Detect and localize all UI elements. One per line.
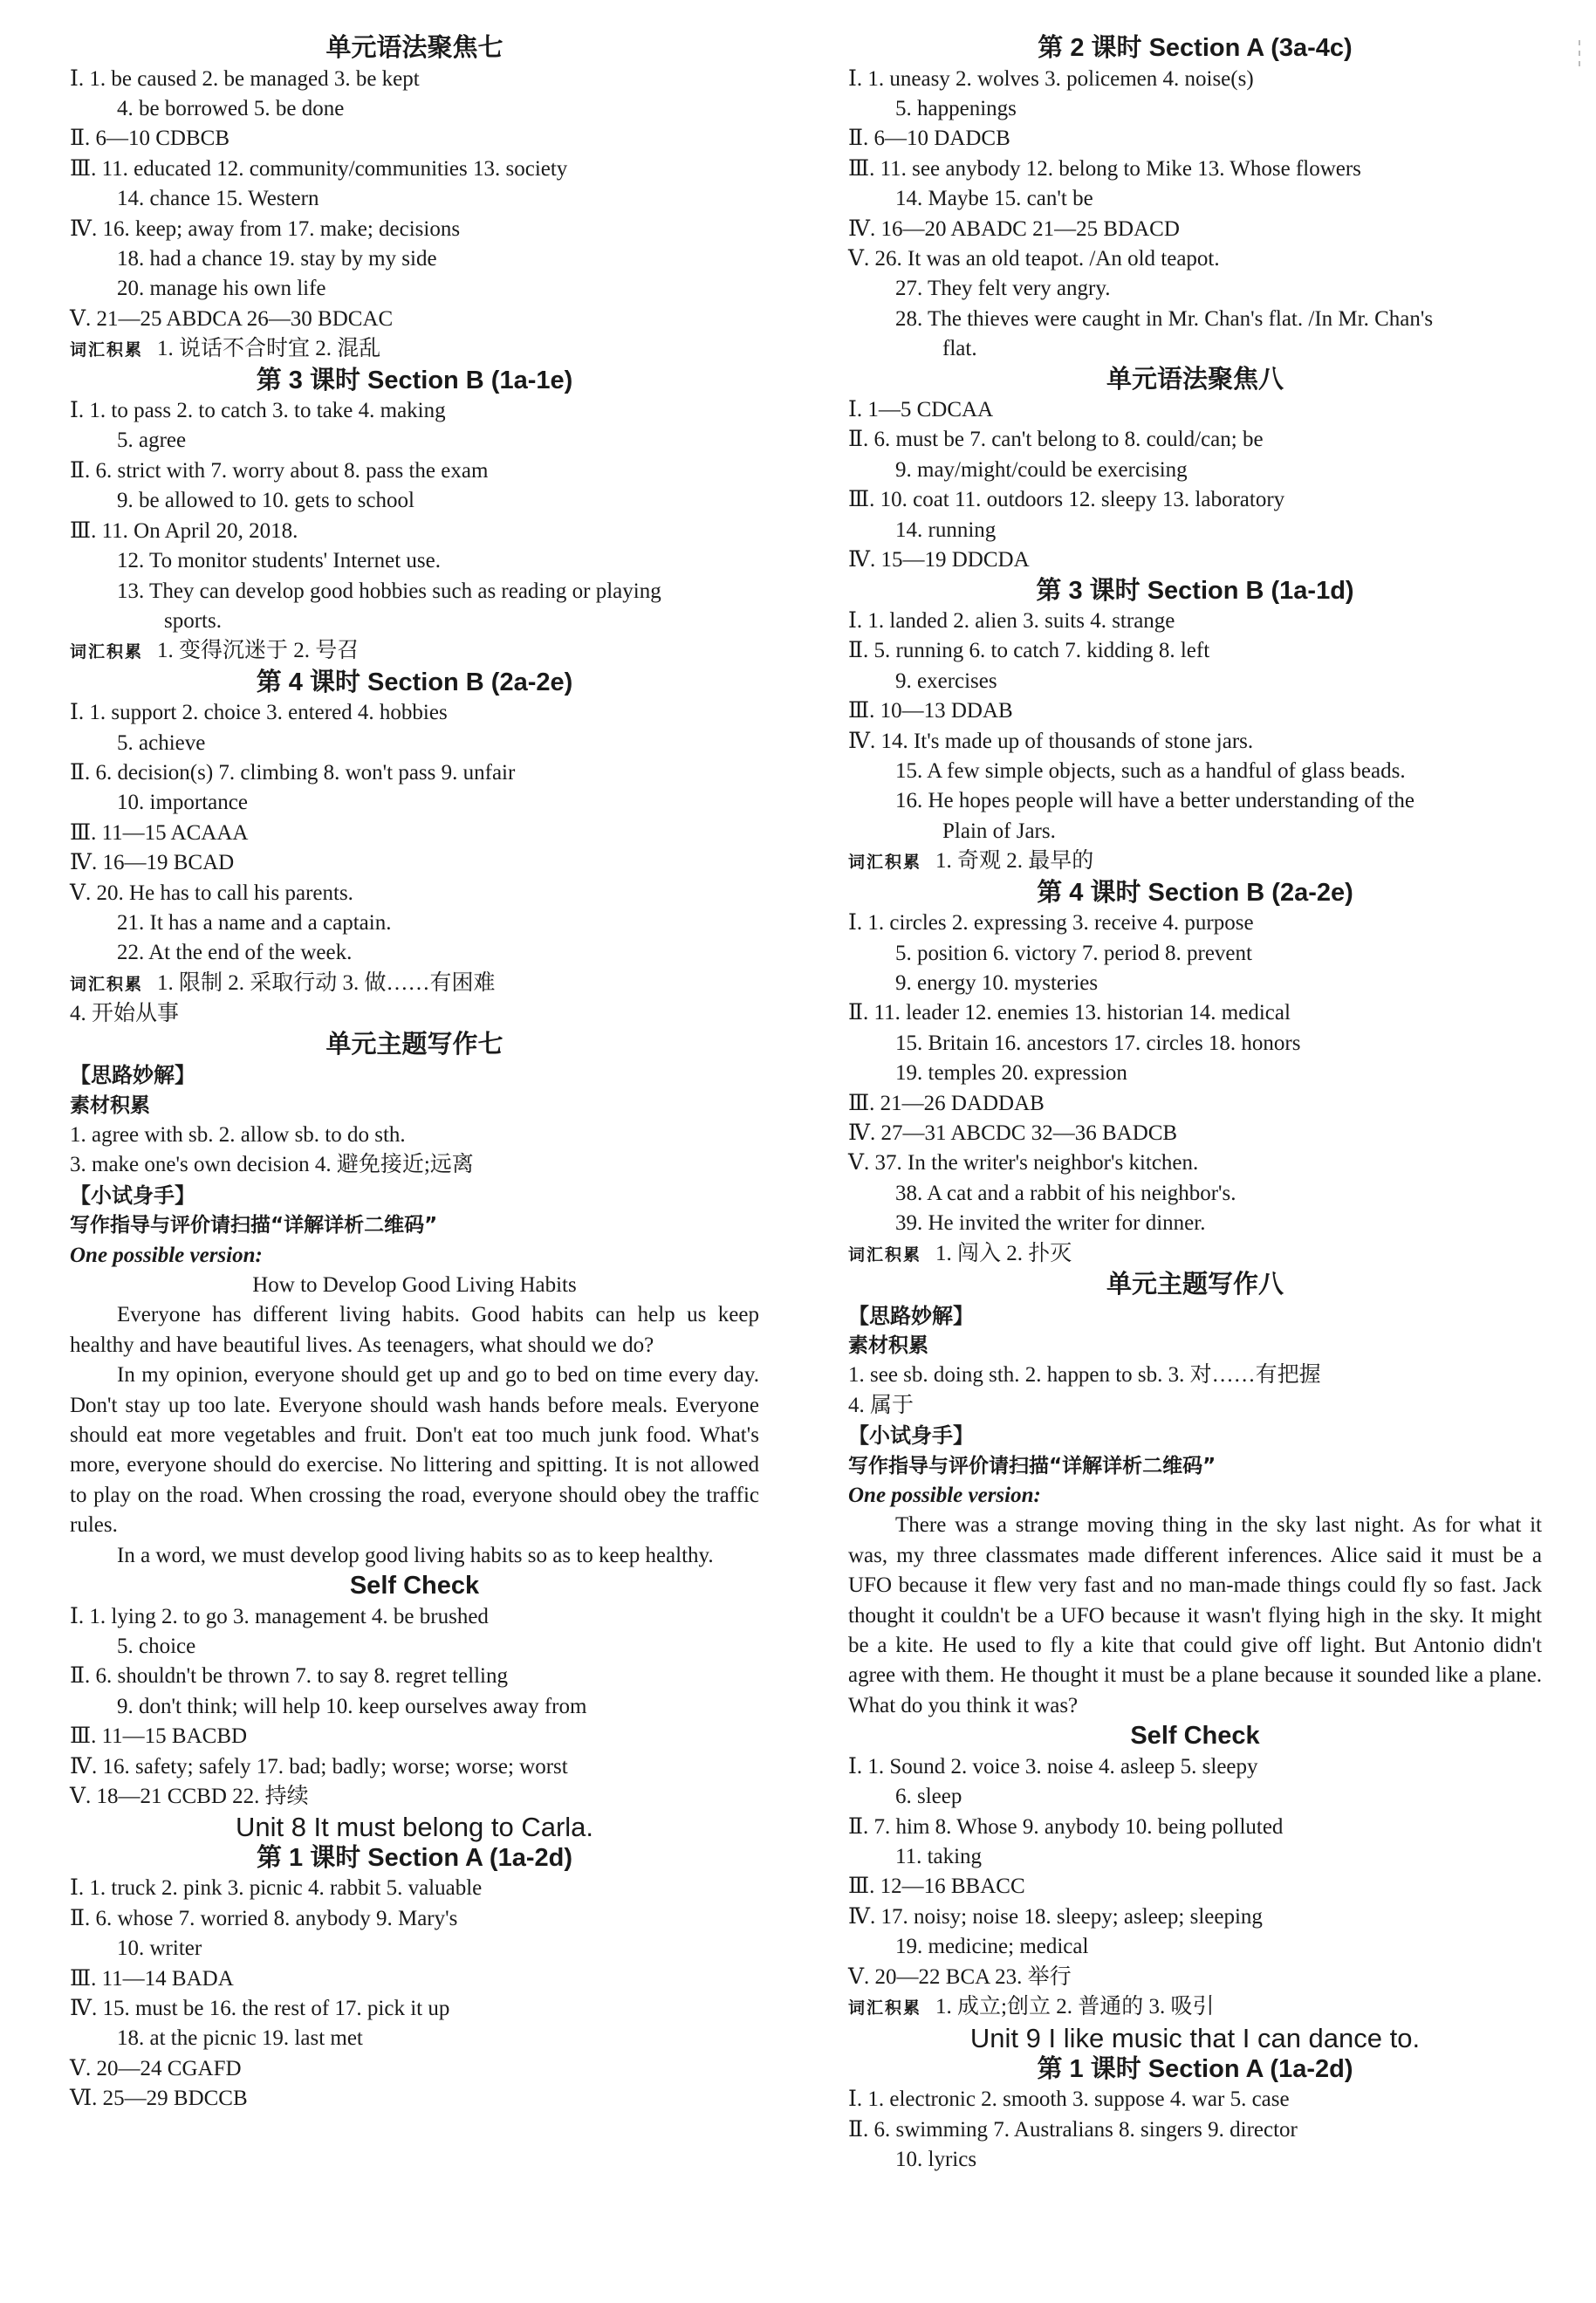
subsection-title: 素材积累 bbox=[848, 1333, 928, 1357]
section-heading: 第 1 课时 Section A (1a-2d) bbox=[256, 1843, 573, 1872]
answer-line: 9. don't think; will help 10. keep ourselves away from bbox=[117, 1694, 587, 1718]
answer-line: Ⅱ. 6. whose 7. worried 8. anybody 9. Mary's bbox=[70, 1906, 458, 1930]
subsection-title: 写作指导与评价请扫描“详解详析二维码” bbox=[848, 1454, 1216, 1477]
vocab-label: 词汇积累 bbox=[70, 340, 144, 360]
subsection-title: 写作指导与评价请扫描“详解详析二维码” bbox=[70, 1214, 438, 1237]
answer-line: 22. At the end of the week. bbox=[117, 941, 353, 965]
answer-line: 14. running bbox=[895, 517, 997, 542]
answer-line: Ⅳ. 27—31 ABCDC 32—36 BADCB bbox=[848, 1121, 1178, 1145]
answer-line: 20. manage his own life bbox=[117, 277, 326, 301]
answer-line: 14. Maybe 15. can't be bbox=[895, 187, 1093, 211]
answer-line: Ⅳ. 16—19 BCAD bbox=[70, 851, 235, 875]
vocab-line bbox=[70, 636, 759, 667]
answer-line: 4. 属于 bbox=[848, 1393, 914, 1417]
answer-line: 28. The thieves were caught in Mr. Chan's flat. /In Mr. Chan's bbox=[895, 306, 1434, 331]
answer-line: Ⅰ. 1—5 CDCAA bbox=[848, 398, 994, 422]
answer-line: 5. position 6. victory 7. period 8. prevent bbox=[895, 941, 1252, 965]
answer-line: Ⅵ. 25—29 BDCCB bbox=[70, 2087, 248, 2111]
answer-line: Ⅱ. 6. shouldn't be thrown 7. to say 8. regret telling bbox=[70, 1664, 508, 1689]
subsection-label: 【小试身手】 bbox=[848, 1423, 974, 1449]
answer-line: 6. sleep bbox=[895, 1785, 962, 1809]
essay-paragraph: There was a strange moving thing in the sky last night. As for what it was, my three classmates made different inferences. Alice said it must be a UFO because it flew very fast and no man-made things could fly so fast. Jack thought it couldn't be a UFO because it wasn't flying high in the sky. It might be a kite. He used to fly a kite that could give off light. But Antonio didn't agree with them. He thought it must be a plane because it sounded like a plane. What do you think it was? bbox=[848, 1513, 1542, 1717]
answer-line: 5. choice bbox=[117, 1635, 196, 1658]
answer-line: Ⅴ. 21—25 ABDCA 26—30 BDCAC bbox=[70, 306, 394, 331]
vocab-line bbox=[848, 1239, 1542, 1270]
answer-line: Ⅳ. 15—19 DDCDA bbox=[848, 548, 1030, 572]
section-heading: 第 3 课时 Section B (1a-1d) bbox=[1036, 576, 1354, 605]
vocab-text: 1. 成立;创立 2. 普通的 3. 吸引 bbox=[935, 1994, 1215, 2019]
answer-line: Ⅱ. 6. decision(s) 7. climbing 8. won't pass 9. unfair bbox=[70, 761, 516, 785]
answer-line: 38. A cat and a rabbit of his neighbor's. bbox=[895, 1181, 1236, 1205]
answer-line: Ⅱ. 7. him 8. Whose 9. anybody 10. being polluted bbox=[848, 1814, 1284, 1839]
answer-line: Ⅲ. 10—13 DDAB bbox=[848, 699, 1013, 723]
page-edge-marks bbox=[1575, 35, 1584, 87]
vocab-text: 1. 奇观 2. 最早的 bbox=[935, 849, 1094, 874]
version-label: One possible version: bbox=[70, 1243, 263, 1267]
subsection-label: 【思路妙解】 bbox=[70, 1063, 195, 1088]
answer-line: 1. agree with sb. 2. allow sb. to do sth. bbox=[70, 1123, 406, 1147]
answer-line: 19. medicine; medical bbox=[895, 1935, 1089, 1959]
answer-line: 9. energy 10. mysteries bbox=[895, 970, 1099, 995]
answer-line: 10. writer bbox=[117, 1936, 202, 1961]
answer-line: Ⅴ. 18—21 CCBD 22. 持续 bbox=[70, 1785, 309, 1809]
vocab-label: 词汇积累 bbox=[848, 853, 922, 873]
answer-line: 12. To monitor students' Internet use. bbox=[117, 549, 441, 573]
left-column bbox=[70, 33, 759, 2115]
answer-line: 27. They felt very angry. bbox=[895, 277, 1111, 301]
answer-line: 39. He invited the writer for dinner. bbox=[895, 1211, 1206, 1236]
vocab-text: 1. 变得沉迷于 2. 号召 bbox=[157, 639, 360, 663]
essay-title: How to Develop Good Living Habits bbox=[252, 1273, 577, 1298]
answer-line: 13. They can develop good hobbies such as reading or playing bbox=[117, 579, 661, 603]
answer-line: Ⅴ. 20—22 BCA 23. 举行 bbox=[848, 1964, 1072, 1989]
subsection-label: 【思路妙解】 bbox=[848, 1303, 974, 1328]
vocab-text: 1. 说话不合时宜 2. 混乱 bbox=[157, 337, 381, 361]
section-heading: 单元主题写作七 bbox=[325, 1030, 503, 1059]
vocab-text: 1. 限制 2. 采取行动 3. 做……有困难 bbox=[157, 970, 496, 995]
answer-line: Ⅰ. 1. be caused 2. be managed 3. be kept bbox=[70, 66, 420, 91]
answer-line: 11. taking bbox=[895, 1844, 983, 1868]
section-heading: 第 2 课时 Section A (3a-4c) bbox=[1038, 34, 1353, 62]
answer-line: Ⅱ. 6—10 DADCB bbox=[848, 127, 1010, 151]
unit-title: Unit 8 It must belong to Carla. bbox=[235, 1812, 594, 1843]
answer-line: 16. He hopes people will have a better understanding of the bbox=[895, 789, 1414, 813]
answer-line: Ⅲ. 11. see anybody 12. belong to Mike 13. Whose flowers bbox=[848, 156, 1361, 181]
answer-line: Ⅳ. 16. safety; safely 17. bad; badly; worse; worse; worst bbox=[70, 1754, 568, 1779]
answer-line: 4. be borrowed 5. be done bbox=[117, 96, 345, 120]
answer-line: Ⅲ. 11. On April 20, 2018. bbox=[70, 518, 298, 543]
subsection-label: 【小试身手】 bbox=[70, 1182, 195, 1208]
answer-line: Ⅱ. 5. running 6. to catch 7. kidding 8. left bbox=[848, 639, 1210, 663]
answer-line: 10. importance bbox=[117, 791, 248, 815]
answer-line: Ⅱ. 6. must be 7. can't belong to 8. could/can; be bbox=[848, 428, 1264, 452]
answer-line: Ⅲ. 12—16 BBACC bbox=[848, 1875, 1025, 1899]
answer-line: 5. happenings bbox=[895, 96, 1017, 120]
essay-paragraph: In a word, we must develop good living habits so as to keep healthy. bbox=[117, 1543, 714, 1567]
vocab-label: 词汇积累 bbox=[70, 642, 144, 662]
vocab-line bbox=[70, 969, 759, 999]
answer-line: Ⅰ. 1. to pass 2. to catch 3. to take 4. making bbox=[70, 399, 446, 423]
unit-title: Unit 9 I like music that I can dance to. bbox=[969, 2023, 1421, 2054]
section-heading: Self Check bbox=[349, 1572, 480, 1600]
answer-line: 19. temples 20. expression bbox=[895, 1061, 1127, 1086]
vocab-line bbox=[848, 846, 1542, 877]
answer-line: Ⅳ. 15. must be 16. the rest of 17. pick it up bbox=[70, 1997, 450, 2021]
vocab-label: 词汇积累 bbox=[70, 974, 144, 994]
answer-line: 15. A few simple objects, such as a handful of glass beads. bbox=[895, 759, 1406, 784]
section-heading: 单元语法聚焦七 bbox=[325, 34, 503, 62]
answer-line: 3. make one's own decision 4. 避免接近;远离 bbox=[70, 1153, 474, 1177]
answer-line: 4. 开始从事 bbox=[70, 1002, 180, 1026]
answer-line: 15. Britain 16. ancestors 17. circles 18. honors bbox=[895, 1031, 1301, 1055]
answer-line: 9. be allowed to 10. gets to school bbox=[117, 489, 414, 513]
vocab-line bbox=[848, 1992, 1542, 2023]
vocab-text: 1. 闯入 2. 扑灭 bbox=[935, 1241, 1072, 1265]
answer-line: Ⅱ. 6. swimming 7. Australians 8. singers 9. director bbox=[848, 2117, 1298, 2142]
answer-line: 1. see sb. doing sth. 2. happen to sb. 3. 对……有把握 bbox=[848, 1363, 1321, 1388]
answer-line: 5. agree bbox=[117, 428, 187, 453]
answer-line: Ⅰ. 1. landed 2. alien 3. suits 4. strange bbox=[848, 609, 1175, 633]
vocab-label: 词汇积累 bbox=[848, 1998, 922, 2018]
answer-line: 14. chance 15. Western bbox=[117, 187, 319, 211]
section-heading: 单元主题写作八 bbox=[1106, 1271, 1284, 1299]
answer-line: 21. It has a name and a captain. bbox=[117, 911, 392, 936]
answer-line: Ⅲ. 11—14 BADA bbox=[70, 1966, 234, 1991]
section-heading: 第 1 课时 Section A (1a-2d) bbox=[1037, 2054, 1353, 2083]
section-heading: Self Check bbox=[1130, 1722, 1260, 1751]
answer-line: 18. had a chance 19. stay by my side bbox=[117, 246, 437, 271]
answer-line: 18. at the picnic 19. last met bbox=[117, 2026, 363, 2051]
subsection-title: 素材积累 bbox=[70, 1093, 150, 1117]
section-heading: 第 4 课时 Section B (2a-2e) bbox=[256, 668, 573, 696]
answer-line: Ⅰ. 1. uneasy 2. wolves 3. policemen 4. noise(s) bbox=[848, 66, 1254, 91]
answer-line: 9. exercises bbox=[895, 668, 997, 693]
vocab-label: 词汇积累 bbox=[848, 1244, 922, 1265]
answer-line: Ⅰ. 1. lying 2. to go 3. management 4. be brushed bbox=[70, 1604, 489, 1628]
answer-line: Ⅱ. 11. leader 12. enemies 13. historian 14. medical bbox=[848, 1001, 1291, 1025]
answer-line: Ⅴ. 20. He has to call his parents. bbox=[70, 881, 353, 905]
section-heading: 第 3 课时 Section B (1a-1e) bbox=[256, 366, 573, 394]
vocab-line bbox=[70, 334, 759, 365]
answer-line-continued: sports. bbox=[164, 608, 222, 633]
answer-line: Ⅲ. 11—15 ACAAA bbox=[70, 820, 249, 845]
answer-line: 10. lyrics bbox=[895, 2148, 977, 2172]
answer-line: Ⅰ. 1. Sound 2. voice 3. noise 4. asleep 5. sleepy bbox=[848, 1754, 1258, 1779]
answer-line: Ⅲ. 21—26 DADDAB bbox=[848, 1091, 1045, 1115]
version-label: One possible version: bbox=[848, 1483, 1041, 1507]
answer-line: Ⅴ. 37. In the writer's neighbor's kitchen. bbox=[848, 1151, 1199, 1175]
essay-paragraph: In my opinion, everyone should get up and go to bed on time every day. Don't stay up too late. Everyone should wash hands before meals. Everyone should eat more vegetables and fruit. Don't eat too much junk food. What's more, everyone should do exercise. No littering and spitting. It is not allowed to play on the road. When crossing the road, everyone should obey the traffic rules. bbox=[70, 1363, 759, 1538]
answer-line: 9. may/might/could be exercising bbox=[895, 457, 1188, 482]
answer-line: Ⅰ. 1. electronic 2. smooth 3. suppose 4. war 5. case bbox=[848, 2087, 1290, 2112]
answer-line: Ⅱ. 6—10 CDBCB bbox=[70, 127, 229, 151]
answer-line: Ⅱ. 6. strict with 7. worry about 8. pass the exam bbox=[70, 458, 489, 483]
section-heading: 单元语法聚焦八 bbox=[1106, 365, 1284, 394]
answer-line: Ⅰ. 1. circles 2. expressing 3. receive 4. purpose bbox=[848, 911, 1254, 936]
answer-line: Ⅲ. 11. educated 12. community/communities 13. society bbox=[70, 156, 568, 181]
answer-line: Ⅲ. 10. coat 11. outdoors 12. sleepy 13. laboratory bbox=[848, 488, 1285, 512]
right-column bbox=[848, 33, 1542, 2176]
answer-line: Ⅴ. 26. It was an old teapot. /An old teapot. bbox=[848, 246, 1220, 271]
answer-line: Ⅳ. 16. keep; away from 17. make; decisions bbox=[70, 216, 461, 241]
answer-line-continued: Plain of Jars. bbox=[942, 819, 1056, 843]
answer-line: Ⅴ. 20—24 CGAFD bbox=[70, 2056, 242, 2080]
answer-line: Ⅲ. 11—15 BACBD bbox=[70, 1724, 248, 1749]
essay-paragraph: Everyone has different living habits. Good habits can help us keep healthy and have beautiful lives. As teenagers, what should we do? bbox=[70, 1303, 759, 1357]
answer-line: Ⅰ. 1. truck 2. pink 3. picnic 4. rabbit 5. valuable bbox=[70, 1876, 483, 1901]
answer-line: Ⅳ. 17. noisy; noise 18. sleepy; asleep; sleeping bbox=[848, 1904, 1263, 1929]
answer-line: Ⅳ. 16—20 ABADC 21—25 BDACD bbox=[848, 216, 1180, 241]
answer-line: Ⅳ. 14. It's made up of thousands of stone jars. bbox=[848, 729, 1254, 753]
answer-line: Ⅰ. 1. support 2. choice 3. entered 4. hobbies bbox=[70, 701, 448, 725]
answer-line-continued: flat. bbox=[942, 337, 977, 361]
answer-line: 5. achieve bbox=[117, 730, 206, 755]
section-heading: 第 4 课时 Section B (2a-2e) bbox=[1037, 878, 1353, 907]
